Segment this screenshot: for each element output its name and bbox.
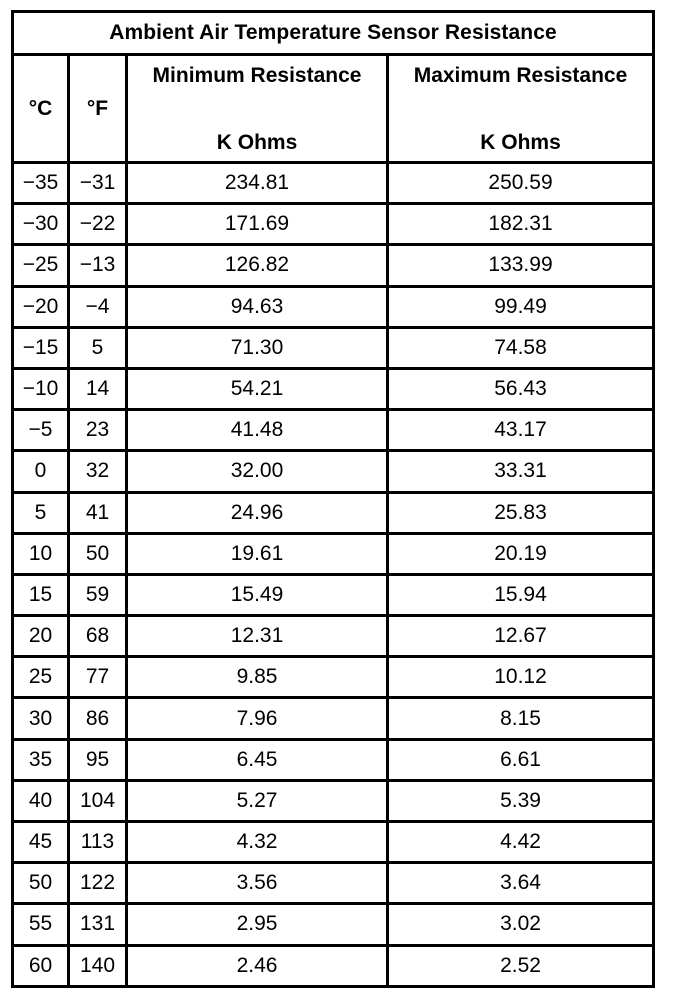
- table-row: [14, 411, 655, 452]
- table-row: [14, 164, 655, 205]
- header-celsius: °C: [14, 56, 70, 164]
- cell-fahrenheit: 59: [70, 576, 128, 617]
- header-maximum-resistance-units: K Ohms: [480, 131, 561, 154]
- cell-minimum-resistance: 71.30: [128, 329, 389, 370]
- resistance-table: [11, 10, 655, 988]
- cell-celsius: 15: [14, 576, 70, 617]
- table-title: Ambient Air Temperature Sensor Resistance: [14, 13, 655, 56]
- cell-fahrenheit: 32: [70, 452, 128, 493]
- cell-celsius: −30: [14, 205, 70, 246]
- cell-celsius: −15: [14, 329, 70, 370]
- cell-celsius: 0: [14, 452, 70, 493]
- cell-celsius: 20: [14, 617, 70, 658]
- cell-celsius: −20: [14, 288, 70, 329]
- table-row: [14, 864, 655, 905]
- header-maximum-resistance-label: Maximum Resistance: [413, 64, 628, 87]
- cell-fahrenheit: 41: [70, 494, 128, 535]
- cell-celsius: 35: [14, 741, 70, 782]
- table-row: [14, 494, 655, 535]
- table-row: [14, 452, 655, 493]
- cell-minimum-resistance: 2.95: [128, 905, 389, 946]
- cell-minimum-resistance: 2.46: [128, 947, 389, 988]
- table-row: [14, 658, 655, 699]
- cell-celsius: 50: [14, 864, 70, 905]
- cell-fahrenheit: 131: [70, 905, 128, 946]
- cell-maximum-resistance: 3.64: [389, 864, 655, 905]
- cell-minimum-resistance: 12.31: [128, 617, 389, 658]
- cell-maximum-resistance: 5.39: [389, 782, 655, 823]
- cell-maximum-resistance: 182.31: [389, 205, 655, 246]
- table-row: [14, 370, 655, 411]
- table-row: [14, 699, 655, 740]
- header-maximum-resistance: [389, 56, 655, 164]
- cell-maximum-resistance: 25.83: [389, 494, 655, 535]
- cell-minimum-resistance: 32.00: [128, 452, 389, 493]
- cell-minimum-resistance: 9.85: [128, 658, 389, 699]
- header-minimum-resistance: [128, 56, 389, 164]
- cell-fahrenheit: 77: [70, 658, 128, 699]
- cell-fahrenheit: 95: [70, 741, 128, 782]
- cell-minimum-resistance: 41.48: [128, 411, 389, 452]
- cell-minimum-resistance: 94.63: [128, 288, 389, 329]
- cell-maximum-resistance: 20.19: [389, 535, 655, 576]
- cell-fahrenheit: 113: [70, 823, 128, 864]
- cell-fahrenheit: 23: [70, 411, 128, 452]
- cell-minimum-resistance: 19.61: [128, 535, 389, 576]
- cell-maximum-resistance: 99.49: [389, 288, 655, 329]
- cell-minimum-resistance: 4.32: [128, 823, 389, 864]
- cell-maximum-resistance: 2.52: [389, 947, 655, 988]
- cell-celsius: 40: [14, 782, 70, 823]
- cell-maximum-resistance: 133.99: [389, 246, 655, 287]
- cell-fahrenheit: −13: [70, 246, 128, 287]
- header-minimum-resistance-label: Minimum Resistance: [152, 64, 362, 87]
- header-minimum-resistance-units: K Ohms: [216, 131, 298, 154]
- cell-celsius: 25: [14, 658, 70, 699]
- cell-maximum-resistance: 10.12: [389, 658, 655, 699]
- cell-maximum-resistance: 74.58: [389, 329, 655, 370]
- table-row: [14, 905, 655, 946]
- table-row: [14, 329, 655, 370]
- cell-maximum-resistance: 15.94: [389, 576, 655, 617]
- cell-celsius: −35: [14, 164, 70, 205]
- cell-minimum-resistance: 7.96: [128, 699, 389, 740]
- cell-maximum-resistance: 43.17: [389, 411, 655, 452]
- cell-minimum-resistance: 171.69: [128, 205, 389, 246]
- table-row: [14, 782, 655, 823]
- cell-celsius: 55: [14, 905, 70, 946]
- cell-fahrenheit: 68: [70, 617, 128, 658]
- table-row: [14, 741, 655, 782]
- table-row: [14, 288, 655, 329]
- table-body: [14, 164, 655, 988]
- cell-celsius: 10: [14, 535, 70, 576]
- table-row: [14, 617, 655, 658]
- cell-fahrenheit: 50: [70, 535, 128, 576]
- cell-celsius: −25: [14, 246, 70, 287]
- table-row: [14, 576, 655, 617]
- cell-celsius: 45: [14, 823, 70, 864]
- cell-celsius: 60: [14, 947, 70, 988]
- cell-fahrenheit: −22: [70, 205, 128, 246]
- cell-fahrenheit: 104: [70, 782, 128, 823]
- cell-maximum-resistance: 33.31: [389, 452, 655, 493]
- cell-maximum-resistance: 56.43: [389, 370, 655, 411]
- cell-minimum-resistance: 126.82: [128, 246, 389, 287]
- cell-celsius: 5: [14, 494, 70, 535]
- cell-celsius: −5: [14, 411, 70, 452]
- cell-celsius: −10: [14, 370, 70, 411]
- header-fahrenheit: °F: [70, 56, 128, 164]
- cell-fahrenheit: 140: [70, 947, 128, 988]
- cell-fahrenheit: 14: [70, 370, 128, 411]
- cell-minimum-resistance: 3.56: [128, 864, 389, 905]
- cell-fahrenheit: 5: [70, 329, 128, 370]
- cell-maximum-resistance: 250.59: [389, 164, 655, 205]
- cell-minimum-resistance: 6.45: [128, 741, 389, 782]
- table-row: [14, 947, 655, 988]
- cell-minimum-resistance: 24.96: [128, 494, 389, 535]
- cell-maximum-resistance: 8.15: [389, 699, 655, 740]
- cell-minimum-resistance: 5.27: [128, 782, 389, 823]
- cell-minimum-resistance: 15.49: [128, 576, 389, 617]
- cell-fahrenheit: 122: [70, 864, 128, 905]
- cell-maximum-resistance: 4.42: [389, 823, 655, 864]
- table-row: [14, 246, 655, 287]
- cell-fahrenheit: 86: [70, 699, 128, 740]
- cell-minimum-resistance: 54.21: [128, 370, 389, 411]
- cell-maximum-resistance: 12.67: [389, 617, 655, 658]
- cell-minimum-resistance: 234.81: [128, 164, 389, 205]
- table-row: [14, 823, 655, 864]
- header-row: [14, 56, 655, 164]
- cell-fahrenheit: −31: [70, 164, 128, 205]
- cell-fahrenheit: −4: [70, 288, 128, 329]
- cell-maximum-resistance: 3.02: [389, 905, 655, 946]
- table-row: [14, 205, 655, 246]
- cell-maximum-resistance: 6.61: [389, 741, 655, 782]
- cell-celsius: 30: [14, 699, 70, 740]
- table-row: [14, 535, 655, 576]
